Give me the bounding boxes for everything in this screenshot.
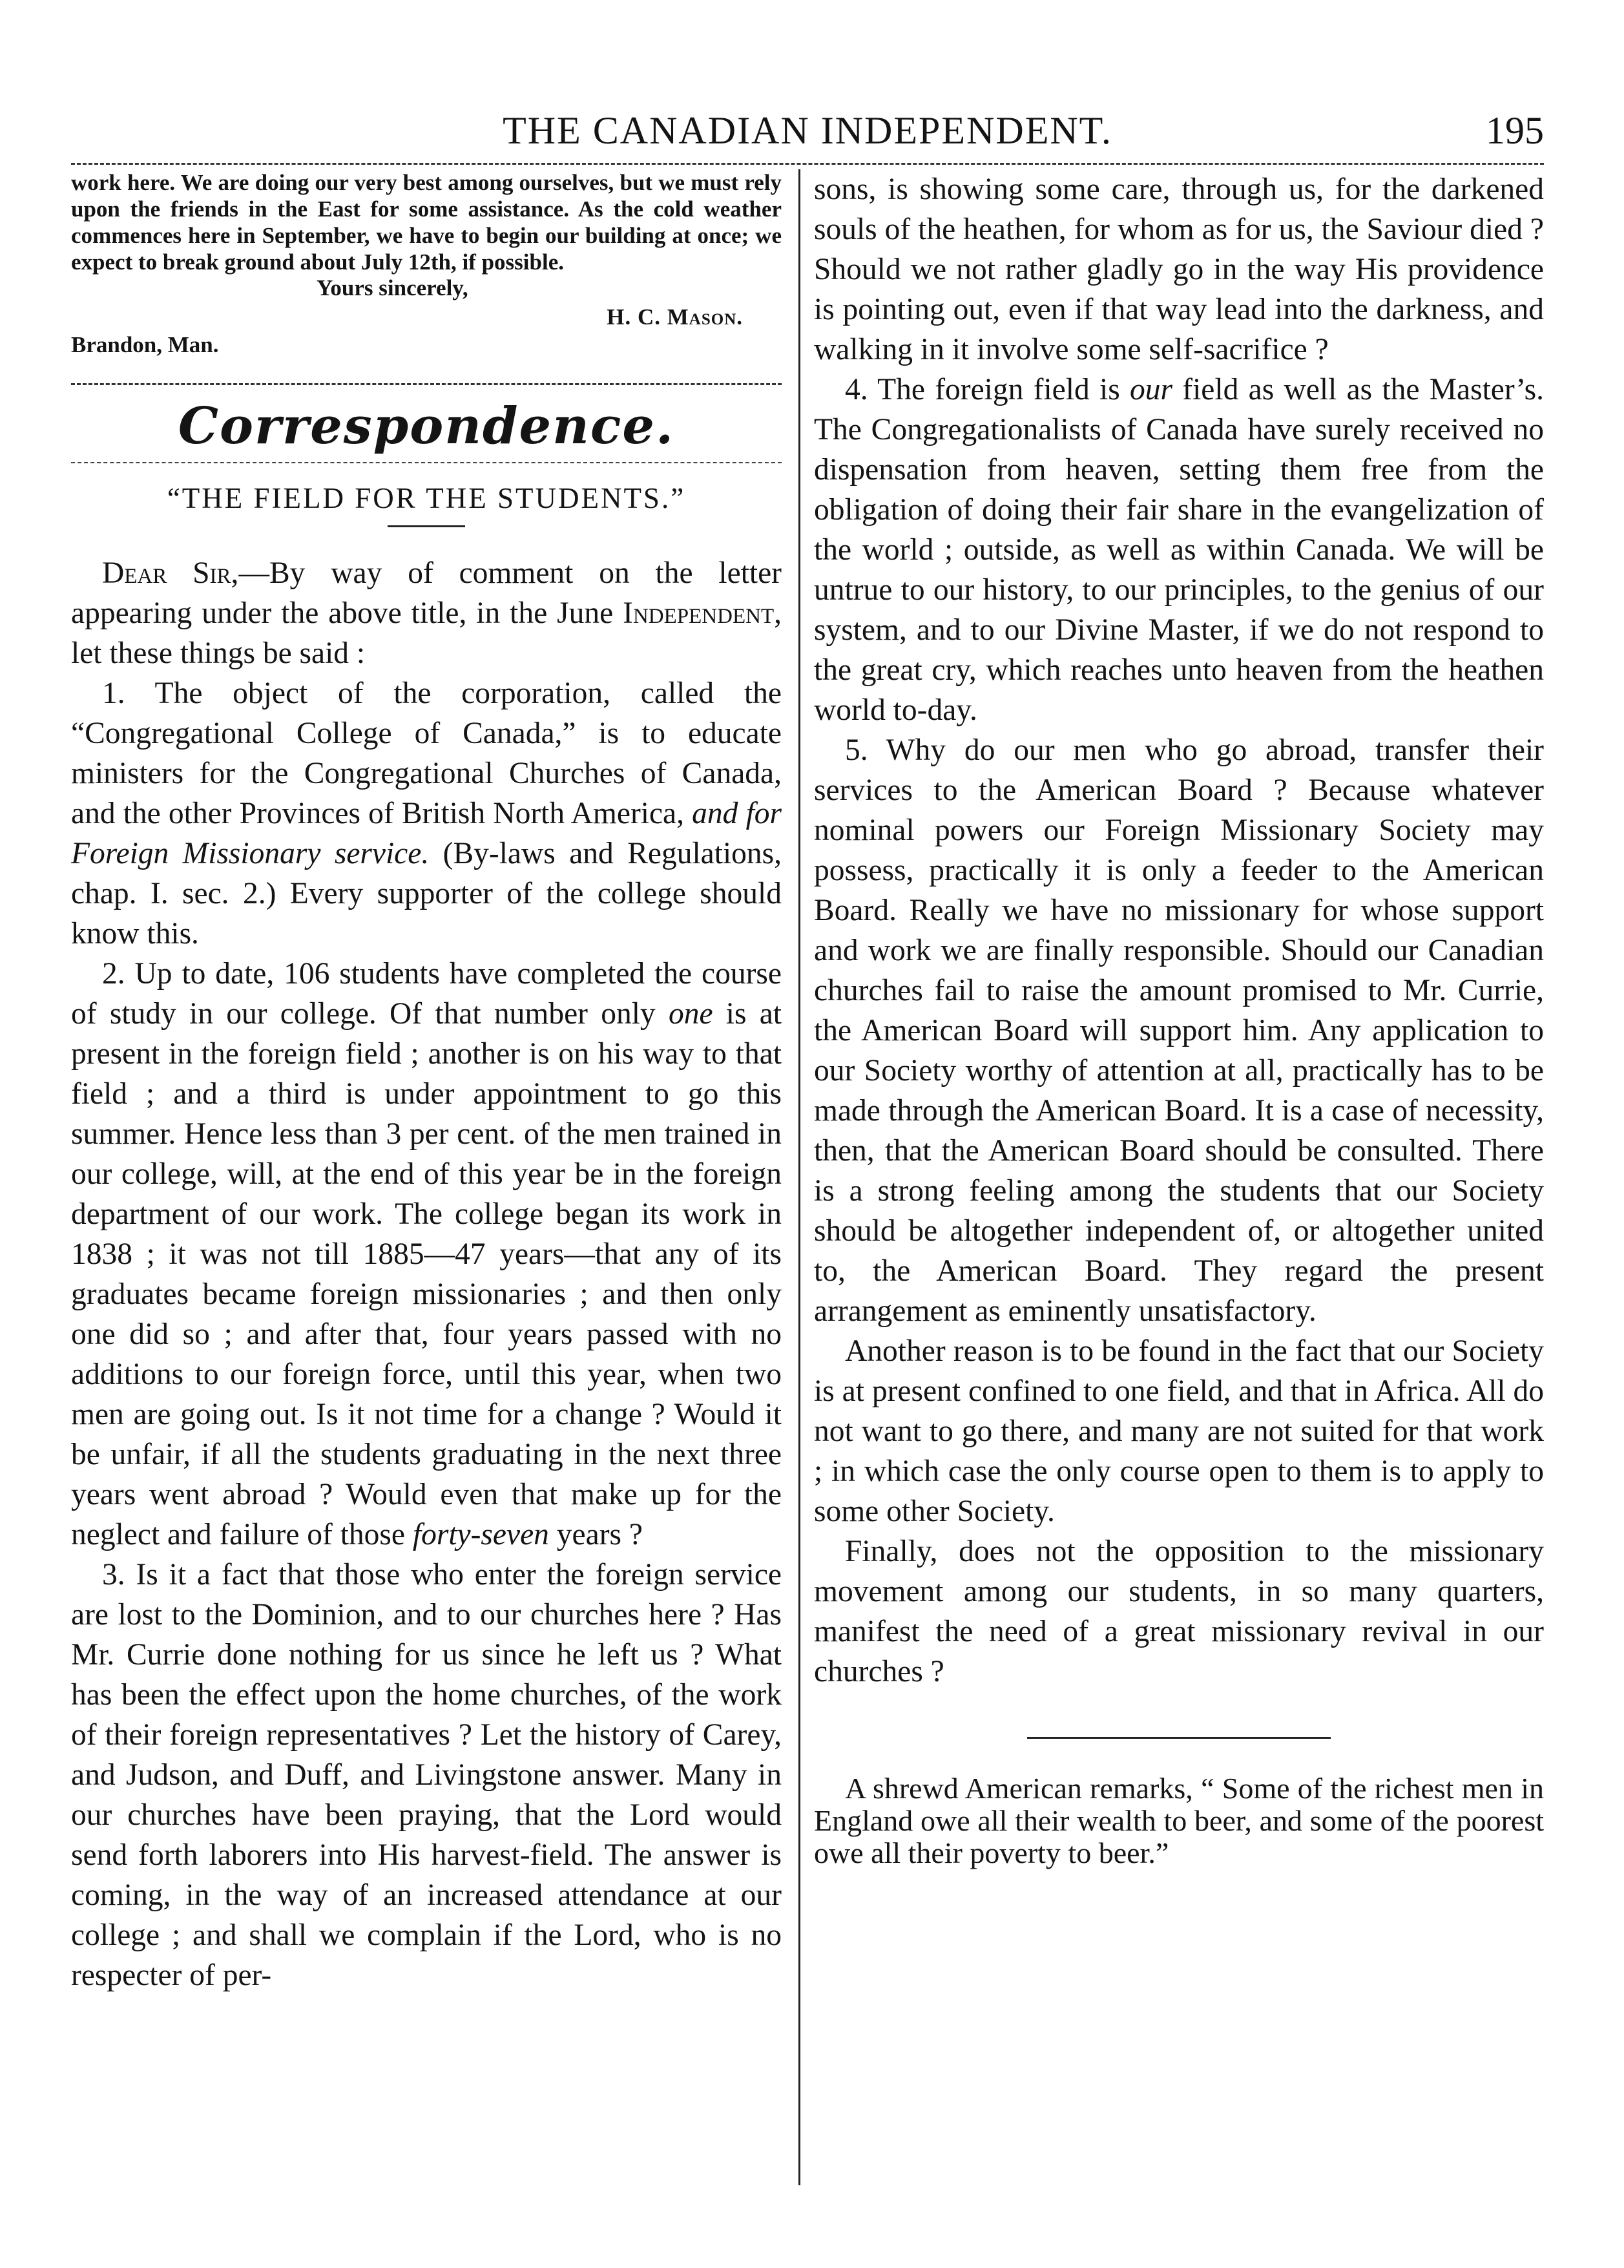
paragraph-4 bbox=[814, 370, 1544, 730]
page-number: 195 bbox=[1486, 109, 1544, 152]
section-rule-bottom bbox=[71, 462, 782, 463]
p2-text: 2. Up to date, 106 students have completed the course of study in our college. Of that number only bbox=[71, 957, 782, 1031]
separator-rule bbox=[1027, 1737, 1331, 1739]
p1-end: (By-laws and Regulations, chap. I. sec. 2.) Every supporter of the college should know this. bbox=[71, 837, 782, 950]
intro-text: —By way of comment on the letter appearing under the above title, in the June bbox=[71, 556, 782, 630]
title-rule bbox=[388, 525, 465, 527]
intro-end: , let these things be said : bbox=[71, 596, 782, 670]
header-rule bbox=[71, 163, 1544, 165]
right-column bbox=[814, 169, 1544, 1869]
signature bbox=[607, 304, 743, 330]
article-title: “THE FIELD FOR THE STUDENTS.” bbox=[167, 482, 686, 514]
paragraph-6: Another reason is to be found in the fact that our Society is at present confined to one field, and that in Africa. All do not want to go there, and many are not suited for that work ; in which case the only course open to them is to apply to some other Society. bbox=[814, 1334, 1544, 1528]
paragraph-3-continued: sons, is showing some care, through us, for the darkened souls of the heathen, for whom as for us, the Saviour died ? Should we not rather gladly go in the way His providence is pointing out, even if that way lead into the darkness, and walking in it involve some self-sacrifice ? bbox=[814, 173, 1544, 366]
p1-text: 1. The object of the corporation, called the “Congregational College of Canada,” is to educate ministers for the Congregational Churches of Canada, and the other Provinces of British North America, bbox=[71, 677, 782, 830]
journal-title: THE CANADIAN INDEPENDENT. bbox=[503, 109, 1112, 152]
salutation: Dear Sir, bbox=[102, 556, 239, 590]
paragraph-3: 3. Is it a fact that those who enter the foreign service are lost to the Dominion, and to our churches here ? Has Mr. Currie done nothing for us since he left us ? What has been the effect upon the home churches, of the work of their foreign representatives ? Let the history of Carey, and Judson, and Duff, and Livingstone answer. Many in our churches have been praying, that the Lord would send forth laborers into His harvest-field. The answer is coming, in the way of an increased attendance at our college ; and shall we complain if the Lord, who is no respecter of per- bbox=[71, 1558, 782, 1992]
p2-italic-one: one bbox=[668, 997, 713, 1031]
paragraph-5: 5. Why do our men who go abroad, transfer their services to the American Board ? Because whatever nominal powers our Foreign Missionary Society may possess, practically it is only a feeder to the American Board. Really we have no missionary for whose support and work we are finally responsible. Should our Canadian churches fail to raise the amount promised to Mr. Currie, the American Board will support him. Any application to our Society worthy of attention at all, practically has to be made through the American Board. It is a case of necessity, then, that the American Board should be consulted. There is a strong feeling among the students that our Society should be altogether independent of, or altogether united to, the American Board. They regard the present arrangement as eminently unsatisfactory. bbox=[814, 733, 1544, 1328]
signature-surname: Mason. bbox=[667, 304, 743, 330]
section-rule-top bbox=[71, 383, 782, 385]
paragraph-7: Finally, does not the opposition to the missionary movement among our students, in so many quarters, manifest the need of a great missionary revival in our churches ? bbox=[814, 1535, 1544, 1688]
signature-initials: H. C. bbox=[607, 304, 667, 330]
p4-text: 4. The foreign field is bbox=[845, 373, 1130, 406]
p4-end: field as well as the Master’s. The Congregationalists of Canada have surely received no dispensation from heaven, setting them free from the obligation of doing their fair share in the evangelization of the world ; outside, as well as within Canada. We will be untrue to our history, to our principles, to the genius of our system, and to our Divine Master, if we do not respond to the great cry, which reaches unto heaven from the heathen world to-day. bbox=[814, 373, 1544, 727]
running-header bbox=[71, 109, 1544, 167]
left-column bbox=[71, 169, 782, 1995]
p2-end: years ? bbox=[548, 1518, 643, 1551]
paragraph-2 bbox=[71, 954, 782, 1555]
letter-place: Brandon, Man. bbox=[71, 332, 219, 357]
letter-ending: work here. We are doing our very best among ourselves, but we must rely upon the friends in the East for some assistance. As the cold weather commences here in September, we have to begin our building at once; we expect to break ground about July 12th, if possible. bbox=[71, 170, 782, 275]
p2-mid: is at present in the foreign field ; another is on his way to that field ; and a third is under appointment to go this summer. Hence less than 3 per cent. of the men trained in our college, will, at the end of this year be in the foreign department of our work. The college began its work in 1838 ; it was not till 1885—47 years—that any of its graduates became foreign missionaries ; and then only one did so ; and after that, four years passed with no additions to our foreign force, until this year, when two men are going out. Is it not time for a change ? Would it be unfair, if all the students graduating in the next three years went abroad ? Would even that make up for the neglect and failure of those bbox=[71, 997, 782, 1551]
p4-italic: our bbox=[1130, 373, 1172, 406]
column-divider bbox=[798, 169, 800, 2185]
closing-note: A shrewd American remarks, “ Some of the richest men in England owe all their wealth to beer, and some of the poorest owe all their poverty to beer.” bbox=[814, 1772, 1544, 1869]
section-heading: Correspondence. bbox=[178, 397, 675, 456]
p2-italic-forty: forty-seven bbox=[412, 1518, 549, 1551]
intro-paragraph bbox=[71, 553, 782, 673]
closing-salutation: Yours sincerely, bbox=[317, 275, 468, 300]
paragraph-1 bbox=[71, 673, 782, 954]
letter-signoff bbox=[71, 275, 782, 362]
p1-italic: and for Foreign Missionary service. bbox=[71, 797, 782, 870]
publication-name: Independent bbox=[623, 596, 775, 630]
